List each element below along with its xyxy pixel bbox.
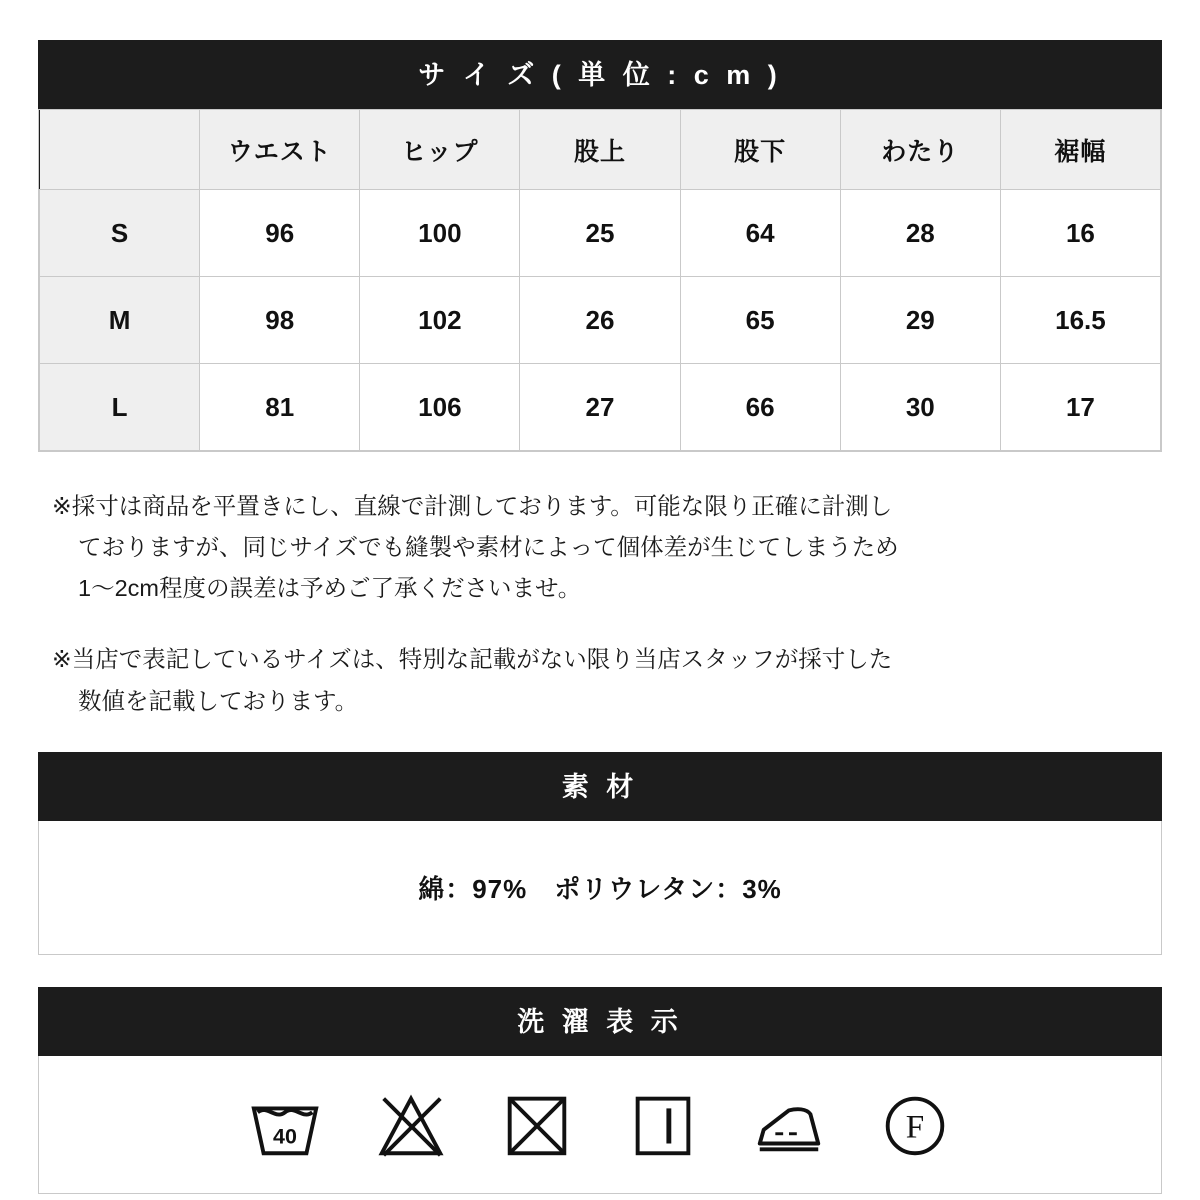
note-line: 数値を記載しております。 <box>78 687 359 714</box>
column-header-waist: ウエスト <box>200 110 360 190</box>
cell-s-hip: 100 <box>360 190 520 277</box>
washing-section-title: 洗 濯 表 示 <box>38 987 1162 1056</box>
cell-s-thigh: 28 <box>840 190 1000 277</box>
material-section <box>38 752 1162 955</box>
table-corner-cell <box>40 110 200 190</box>
cell-m-hem: 16.5 <box>1000 277 1160 364</box>
cell-l-inseam: 66 <box>680 364 840 451</box>
drip-dry-line-drying-icon <box>624 1085 702 1163</box>
note-staff-measured <box>52 639 1148 721</box>
size-table <box>39 109 1161 451</box>
note-line: ※採寸は商品を平置きにし、直線で計測しております。可能な限り正確に計測し <box>52 493 893 519</box>
size-section <box>38 40 1162 452</box>
row-label-l: L <box>40 364 200 451</box>
cell-s-hem: 16 <box>1000 190 1160 277</box>
iron-icon <box>750 1085 828 1163</box>
cell-m-waist: 98 <box>200 277 360 364</box>
cell-m-rise: 26 <box>520 277 680 364</box>
row-label-m: M <box>40 277 200 364</box>
notes-section <box>38 486 1162 722</box>
table-row <box>40 277 1161 364</box>
cell-s-rise: 25 <box>520 190 680 277</box>
column-header-hip: ヒップ <box>360 110 520 190</box>
cell-m-inseam: 65 <box>680 277 840 364</box>
washing-section <box>38 987 1162 1194</box>
note-measurement <box>52 486 1148 609</box>
table-header-row <box>40 110 1161 190</box>
note-line: 1〜2cm程度の誤差は予めご了承くださいませ。 <box>78 575 582 602</box>
row-label-s: S <box>40 190 200 277</box>
cell-l-hip: 106 <box>360 364 520 451</box>
size-table-wrap <box>38 109 1162 452</box>
size-section-title: サ イ ズ ( 単 位 : c m ) <box>38 40 1162 109</box>
cell-l-hem: 17 <box>1000 364 1160 451</box>
no-tumble-dry-icon <box>498 1085 576 1163</box>
dry-clean-f-icon <box>876 1085 954 1163</box>
column-header-rise: 股上 <box>520 110 680 190</box>
table-row <box>40 190 1161 277</box>
svg-text:F: F <box>905 1108 925 1146</box>
no-bleach-triangle-icon <box>372 1085 450 1163</box>
washing-tub-40-icon <box>246 1085 324 1163</box>
cell-l-rise: 27 <box>520 364 680 451</box>
svg-text:40: 40 <box>273 1124 297 1149</box>
column-header-inseam: 股下 <box>680 110 840 190</box>
cell-l-thigh: 30 <box>840 364 1000 451</box>
cell-s-waist: 96 <box>200 190 360 277</box>
cell-l-waist: 81 <box>200 364 360 451</box>
table-row <box>40 364 1161 451</box>
cell-m-thigh: 29 <box>840 277 1000 364</box>
cell-m-hip: 102 <box>360 277 520 364</box>
material-section-title: 素 材 <box>38 752 1162 821</box>
note-line: ※当店で表記しているサイズは、特別な記載がない限り当店スタッフが採寸した <box>52 646 893 673</box>
material-content: 綿：97% ポリウレタン：3% <box>38 821 1162 955</box>
column-header-thigh: わたり <box>840 110 1000 190</box>
note-line: ておりますが、同じサイズでも縫製や素材によって個体差が生じてしまうため <box>78 534 899 561</box>
column-header-hem: 裾幅 <box>1000 110 1160 190</box>
washing-icons-row <box>38 1056 1162 1194</box>
cell-s-inseam: 64 <box>680 190 840 277</box>
